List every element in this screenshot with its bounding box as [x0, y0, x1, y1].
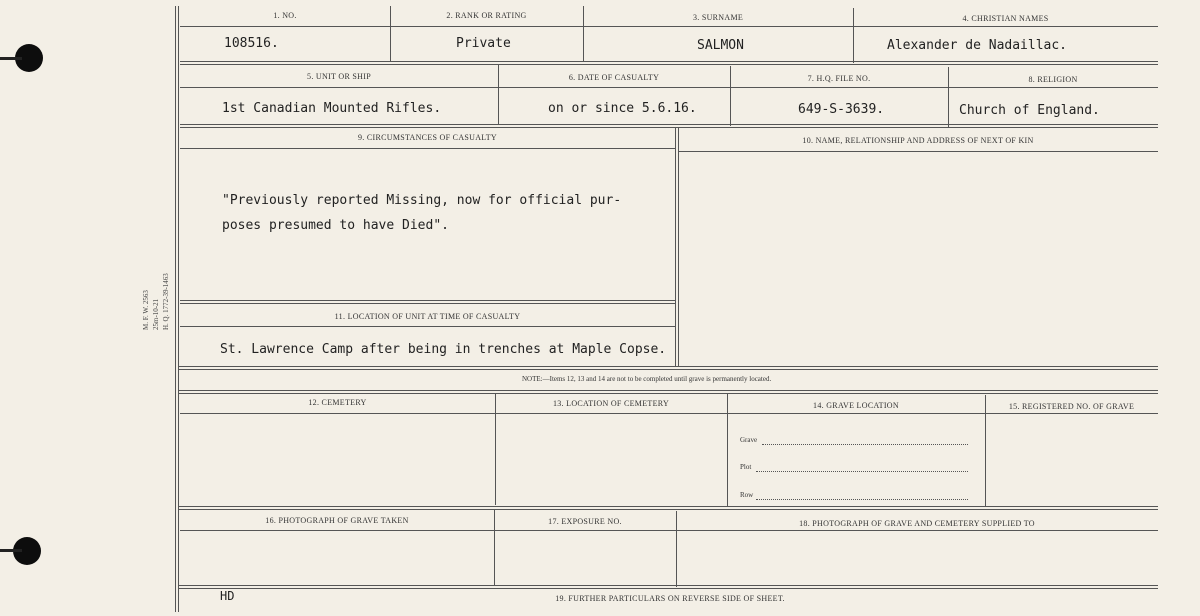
- punch-hole-bottom-tail: [0, 549, 22, 552]
- religion-value: Church of England.: [959, 103, 1100, 118]
- location-label-divider: [180, 326, 675, 327]
- punch-hole-top-tail: [0, 57, 22, 60]
- hq-value: 649-S-3639.: [798, 102, 885, 117]
- photo-supplied-label: 18. PHOTOGRAPH OF GRAVE AND CEMETERY SUPPLIED TO: [799, 519, 1035, 528]
- plot-label: Plot: [740, 463, 752, 471]
- grave-line: [762, 444, 968, 445]
- row4-divider-1: [495, 393, 496, 505]
- row1-label-divider: [180, 26, 1158, 27]
- grave-location-label: 14. GRAVE LOCATION: [813, 401, 899, 410]
- circumstances-bottom: [180, 300, 675, 304]
- circumstances-line-1: "Previously reported Missing, now for official pur-: [222, 193, 622, 208]
- row4-divider-2: [727, 394, 728, 506]
- row3-label-divider-left: [180, 148, 675, 149]
- next-of-kin-label: 10. NAME, RELATIONSHIP AND ADDRESS OF NEXT OF KIN: [802, 136, 1034, 145]
- no-value: 108516.: [224, 36, 279, 51]
- rank-label: 2. RANK OR RATING: [446, 11, 527, 20]
- side-note-1: M. F. W. 2563: [142, 290, 150, 330]
- initials: HD: [220, 589, 235, 603]
- cemetery-label: 12. CEMETERY: [308, 398, 367, 407]
- row1-bottom: [180, 61, 1158, 65]
- row2-divider-3: [948, 67, 949, 127]
- registered-label: 15. REGISTERED NO. OF GRAVE: [1008, 402, 1135, 411]
- row5-label-divider: [180, 530, 1158, 531]
- location-value: St. Lawrence Camp after being in trenches at Maple Copse.: [220, 342, 667, 357]
- form-left-border-inner: [178, 6, 179, 612]
- date-label: 6. DATE OF CASUALTY: [568, 73, 660, 82]
- cemetery-location-label: 13. LOCATION OF CEMETERY: [552, 399, 670, 408]
- surname-label: 3. SURNAME: [692, 13, 744, 22]
- circumstances-label: 9. CIRCUMSTANCES OF CASUALTY: [357, 133, 498, 142]
- christian-value: Alexander de Nadaillac.: [887, 38, 1068, 53]
- photo-taken-label: 16. PHOTOGRAPH OF GRAVE TAKEN: [265, 516, 409, 525]
- row3-bottom: [178, 366, 1158, 370]
- religion-label: 8. RELIGION: [1028, 75, 1078, 84]
- row3-label-divider-right: [678, 151, 1158, 152]
- grave-label: Grave: [740, 436, 758, 444]
- row1-divider-2: [583, 6, 584, 61]
- circumstances-line-2: poses presumed to have Died".: [222, 218, 449, 233]
- row-line: [756, 499, 968, 500]
- row5-divider-2: [676, 511, 677, 587]
- plot-line: [756, 471, 968, 472]
- location-label: 11. LOCATION OF UNIT AT TIME OF CASUALTY: [334, 312, 521, 321]
- side-note-3: H. Q. 1772-39-1463: [162, 273, 170, 330]
- date-value: on or since 5.6.16.: [548, 101, 697, 116]
- row2-divider-2: [730, 66, 731, 126]
- surname-value: SALMON: [697, 38, 744, 53]
- row5-divider-1: [494, 510, 495, 586]
- unit-label: 5. UNIT OR SHIP: [307, 72, 371, 81]
- exposure-label: 17. EXPOSURE NO.: [548, 517, 622, 526]
- side-note-2: 25m-10-21: [152, 298, 160, 330]
- completion-note: NOTE:—Items 12, 13 and 14 are not to be completed until grave is permanently located.: [522, 375, 772, 383]
- row4-label-divider: [180, 413, 1158, 414]
- hq-label: 7. H.Q. FILE NO.: [807, 74, 871, 83]
- no-label: 1. NO.: [273, 11, 297, 20]
- circumstances-right-border: [675, 128, 676, 366]
- row2-label-divider: [180, 87, 1158, 88]
- row-label: Row: [740, 491, 754, 499]
- rank-value: Private: [456, 36, 511, 51]
- row1-divider-3: [853, 8, 854, 63]
- further-particulars-label: 19. FURTHER PARTICULARS ON REVERSE SIDE OF SHEET.: [555, 594, 785, 603]
- christian-label: 4. CHRISTIAN NAMES: [962, 14, 1049, 23]
- row4-bottom: [178, 506, 1158, 510]
- row2-bottom: [180, 124, 1158, 128]
- next-of-kin-left-border: [678, 128, 679, 366]
- note-bottom: [178, 390, 1158, 394]
- unit-value: 1st Canadian Mounted Rifles.: [222, 101, 442, 116]
- form-left-border: [175, 6, 176, 612]
- row4-divider-3: [985, 395, 986, 507]
- row1-divider-1: [390, 6, 391, 61]
- row5-bottom: [178, 585, 1158, 589]
- row2-divider-1: [498, 64, 499, 124]
